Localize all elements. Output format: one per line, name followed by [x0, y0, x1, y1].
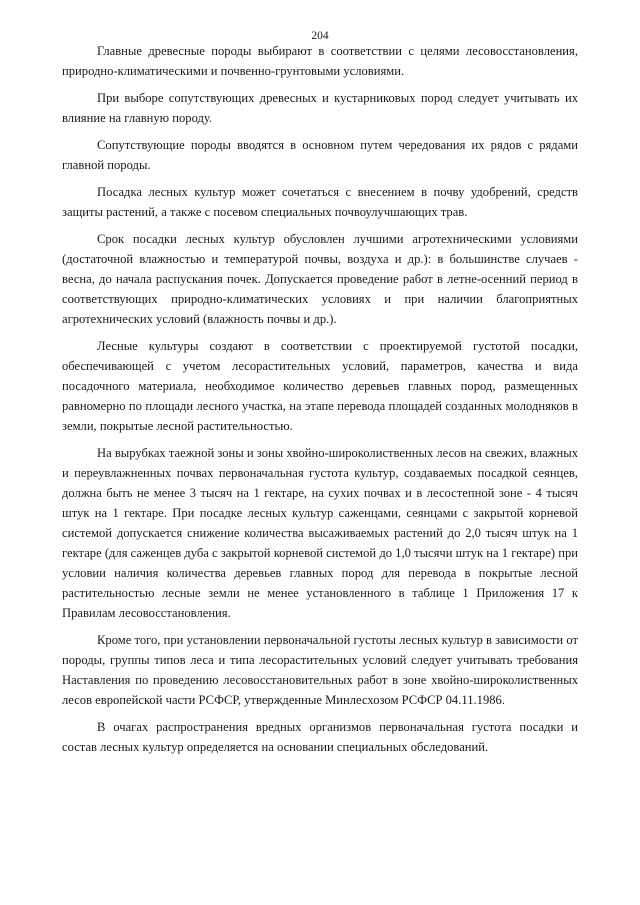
paragraph-fertilizers: Посадка лесных культур может сочетаться с внесением в почву удобрений, средств защиты растений, а также с посевом специальных почвоулучшающих трав. [62, 185, 578, 219]
paragraph-pest-outbreaks: В очагах распространения вредных организмов первоначальная густота посадки и состав лесных культур определяется на основании специальных обследований. [62, 720, 578, 754]
page-number: 204 [311, 30, 329, 42]
paragraph-companion-rows: Сопутствующие породы вводятся в основном путем чередования их рядов с рядами главной породы. [62, 138, 578, 172]
paragraph-main-species: Главные древесные породы выбирают в соответствии с целями лесовосстановления, природно-климатическими и почвенно-грунтовыми условиями. [62, 44, 578, 78]
paragraph-clearcut-density: На вырубках таежной зоны и зоны хвойно-широколиственных лесов на свежих, влажных и переувлажненных почвах первоначальная густота культур, создаваемых посадкой сеянцев, должна быть не менее 3 тысяч на 1 гектаре, на сухих почвах и в лесостепной зоне - 4 тысяч штук на 1 гектаре. При посадке лесных культур саженцами, сеянцами с закрытой корневой системой допускается снижение количества высаживаемых растений до 2,0 тысяч штук на 1 гектаре (для саженцев дуба с закрытой корневой системой до 1,0 тысячи штук на 1 гектаре) при условии наличия количества деревьев главных пород для перевода в покрытые лесной растительностью лесные земли не менее установленного в таблице 1 Приложения 17 к Правилам лесовосстановления. [62, 446, 578, 620]
paragraph-planting-density: Лесные культуры создают в соответствии с проектируемой густотой посадки, обеспечивающей с учетом лесорастительных условий, параметров, качества и вида посадочного материала, необходимое количество деревьев главных пород, размещенных равномерно по площади лесного участка, на этапе перевода площадей созданных молодняков в земли, покрытые лесной растительностью. [62, 339, 578, 433]
paragraph-planting-period: Срок посадки лесных культур обусловлен лучшими агротехническими условиями (достаточной влажностью и температурой почвы, воздуха и др.): в большинстве случаев - весна, до начала распускания почек. Допускается проведение работ в летне-осенний период в соответствующих природно-климатических условиях и при наличии благоприятных агротехнических условий (влажность почвы и др.). [62, 232, 578, 326]
paragraph-guidelines: Кроме того, при установлении первоначальной густоты лесных культур в зависимости от породы, группы типов леса и типа лесорастительных условий следует учитывать требования Наставления по проведению лесовосстановительных работ в зоне хвойно-широколиственных лесов европейской части РСФСР, утвержденные Минлесхозом РСФСР 04.11.1986. [62, 633, 578, 707]
paragraph-companion-selection: При выборе сопутствующих древесных и кустарниковых пород следует учитывать их влияние на главную породу. [62, 91, 578, 125]
document-body [62, 41, 578, 764]
